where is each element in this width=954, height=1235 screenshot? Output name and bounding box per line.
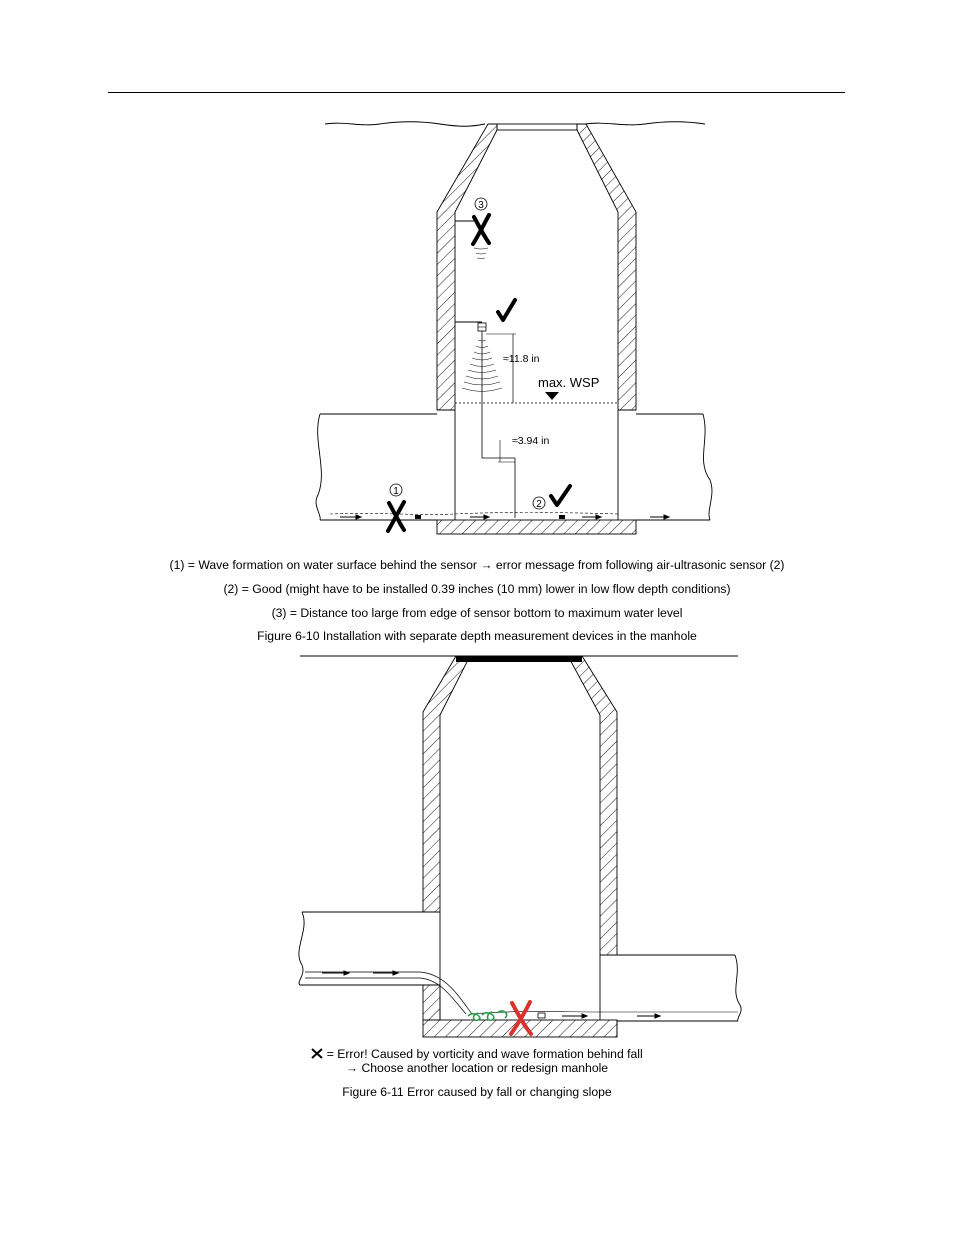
water-level-marker-icon [545, 392, 559, 400]
marker-2: 2 [536, 499, 542, 510]
pipe-left-end [316, 414, 321, 520]
sensor-icon [415, 515, 421, 519]
sensor-icon [538, 1013, 545, 1018]
figure-6-10-caption: Figure 6-10 Installation with separate depth measurement devices in the manhole [257, 629, 697, 643]
note-3: (3) = Distance too large from edge of sensor bottom to maximum water level [271, 606, 683, 620]
manhole-wall-left [437, 124, 497, 410]
pipe-right [636, 414, 710, 520]
sensor-icon [559, 515, 565, 519]
manhole-cover [497, 124, 577, 130]
note-1: (1) = Wave formation on water surface behind the sensor → error message from following air-ultrasonic sensor (2) [169, 558, 785, 572]
check-icon [551, 486, 570, 505]
figure-6-10-diagram [0, 110, 954, 540]
wave-icon [474, 248, 488, 259]
figure-6-11-caption: Figure 6-11 Error caused by fall or changing slope [342, 1085, 612, 1099]
ground-line [325, 122, 485, 127]
dim-lower-label: ≈3.94 in [512, 435, 550, 447]
figure-6-11-legend-line1: = Error! Caused by vorticity and wave formation behind fall [0, 1047, 954, 1062]
manhole-wall-left [423, 656, 470, 912]
ground-line [585, 122, 705, 125]
pipe-outlet-end [735, 955, 741, 1021]
water-fall [305, 972, 472, 1014]
max-wsp-label: max. WSP [538, 375, 600, 390]
marker-3: 3 [478, 200, 484, 211]
pipe-right-end [703, 414, 712, 520]
cross-icon [388, 502, 404, 531]
manhole-floor [437, 520, 636, 534]
water-surface [330, 513, 618, 515]
dim-upper-label: ≈11.8 in [503, 353, 540, 365]
arrow-right-icon [340, 515, 669, 519]
figure-6-11-legend-line2: → Choose another location or redesign manhole [345, 1061, 609, 1075]
manhole-wall-right [577, 124, 636, 410]
note-2: (2) = Good (might have to be installed 0.39 inches (10 mm) lower in low flow depth conditions) [223, 582, 731, 596]
pipe-left [320, 414, 437, 520]
marker-1: 1 [393, 486, 399, 497]
manhole-wall-right [568, 656, 617, 955]
header-rule [108, 92, 845, 93]
pipe-inlet [300, 912, 440, 985]
pipe-outlet [600, 955, 738, 1021]
cross-icon [473, 215, 489, 244]
figure-6-11-diagram [0, 648, 954, 1043]
manhole-cover [456, 656, 582, 662]
cross-icon [311, 1048, 323, 1059]
pipe-inlet-end [299, 912, 304, 985]
check-icon [498, 300, 515, 320]
